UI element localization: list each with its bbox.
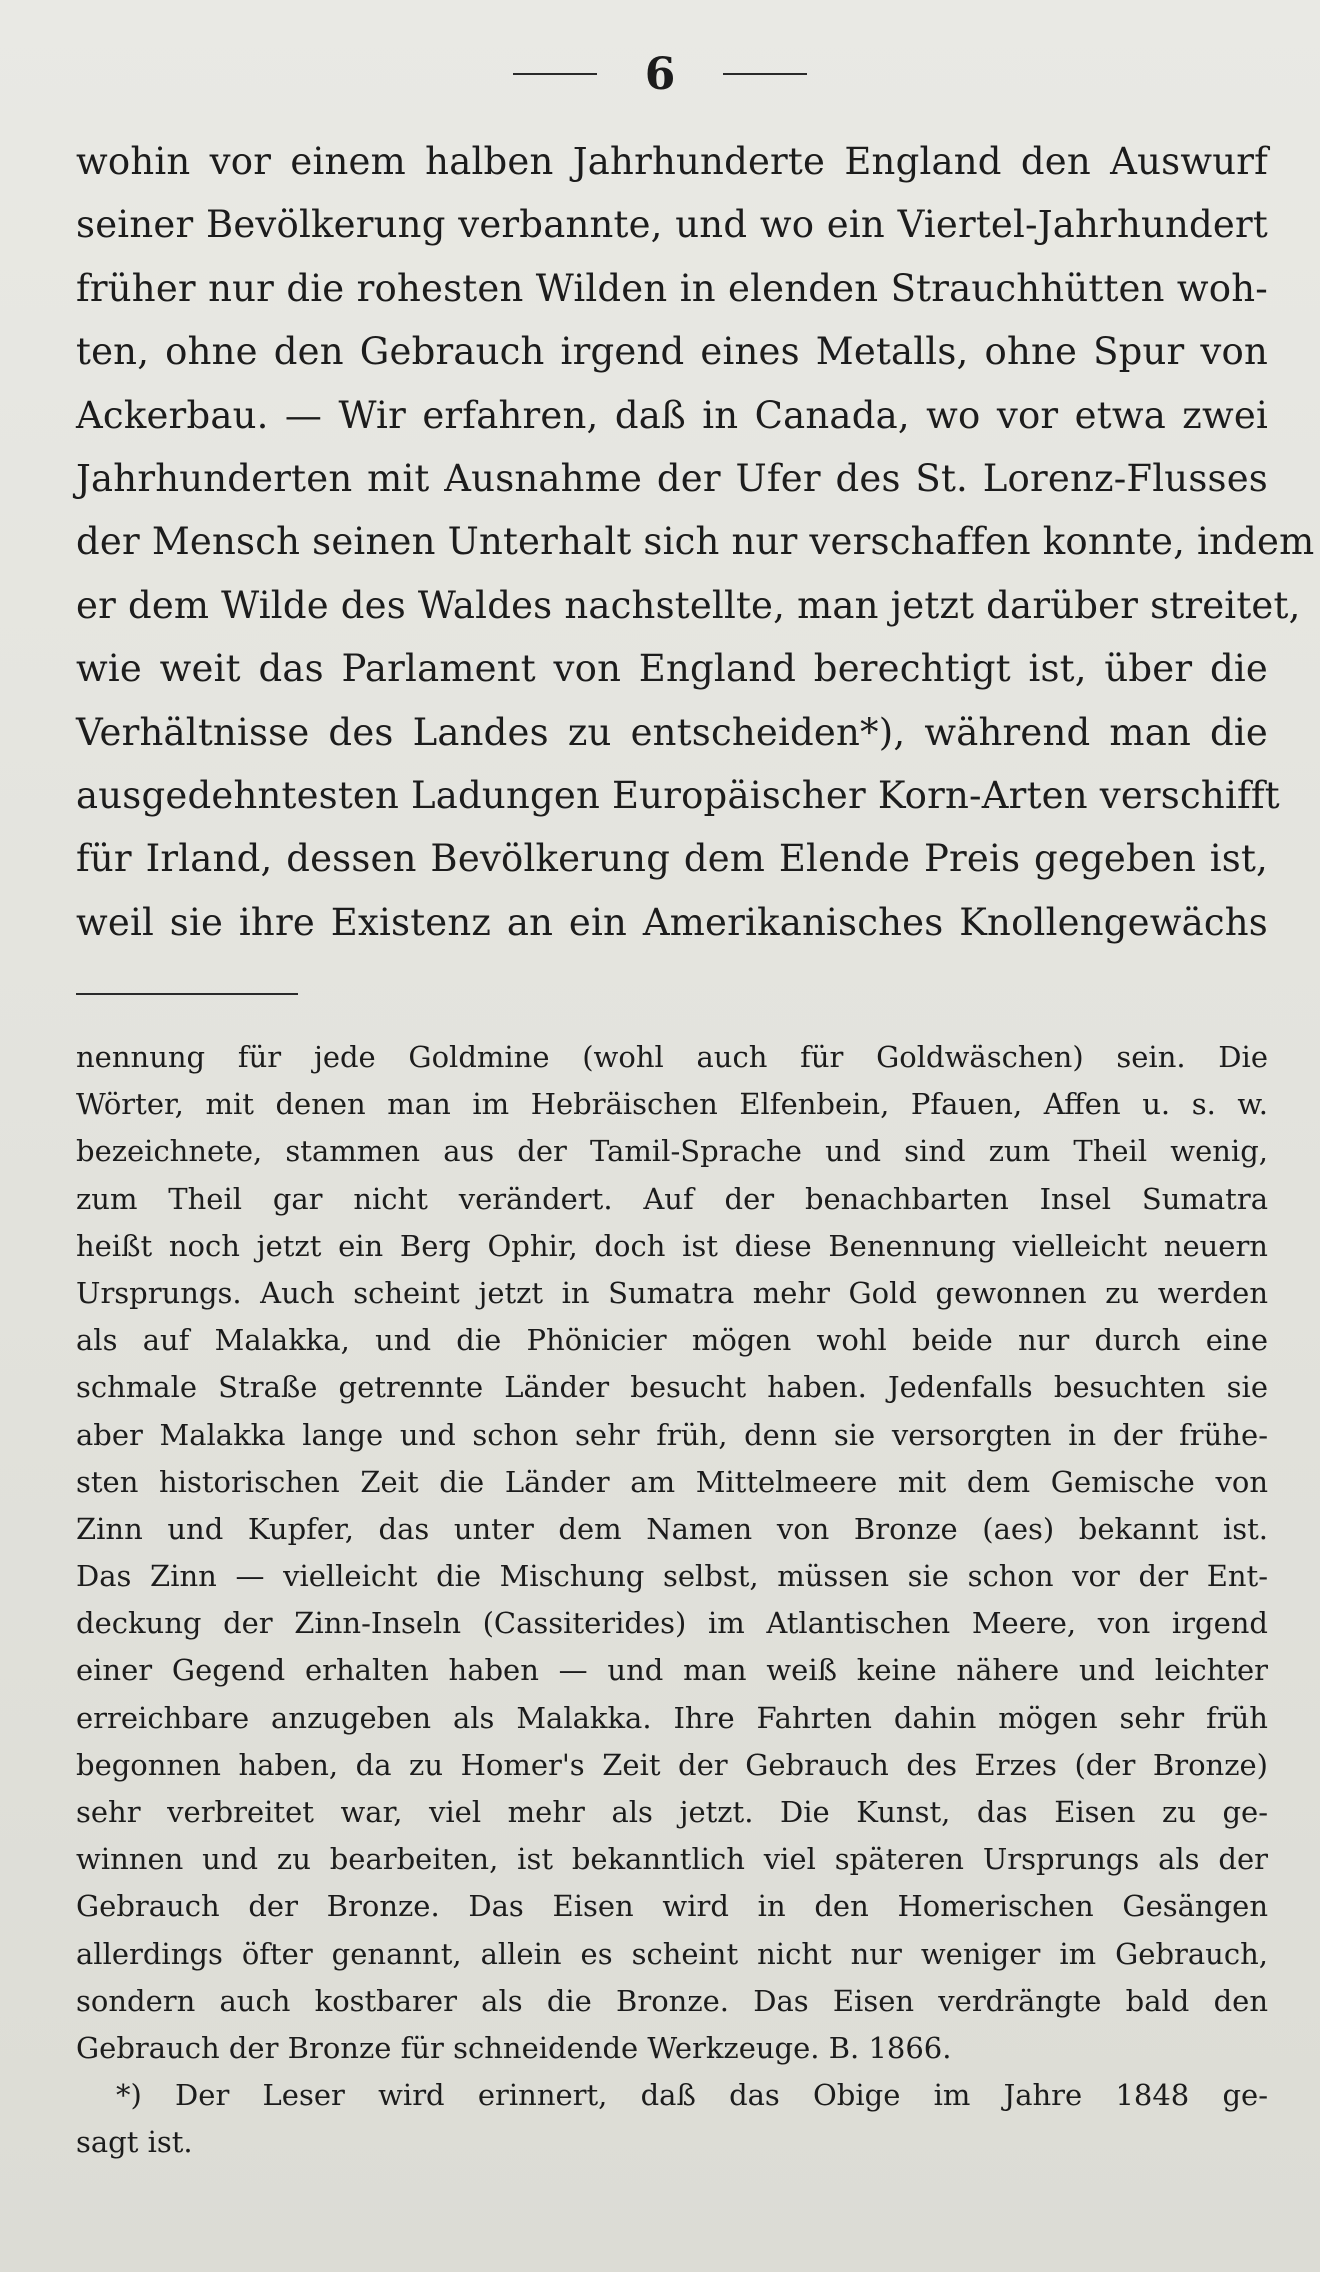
footnote-line: erreichbare anzugeben als Malakka. Ihre Fahrten dahin mögen sehr früh [76, 1700, 1268, 1735]
footnote-line: Das Zinn — vielleicht die Mischung selbst, müssen sie schon vor der Ent- [76, 1559, 1268, 1594]
footnote-asterisk-line: sagt ist. [76, 2125, 193, 2160]
page-number: 6 [644, 48, 676, 100]
footnote-line: Gebrauch der Bronze. Das Eisen wird in den Homerischen Gesängen [76, 1889, 1268, 1924]
main-text-line: er dem Wilde des Waldes nachstellte, man jetzt darüber streitet, [76, 583, 1301, 627]
footnote-line: allerdings öfter genannt, allein es scheint nicht nur weniger im Gebrauch, [76, 1936, 1268, 1971]
footnote-line: Zinn und Kupfer, das unter dem Namen von Bronze (aes) bekannt ist. [76, 1511, 1268, 1546]
page-header [0, 44, 1320, 104]
footnote-line: aber Malakka lange und schon sehr früh, denn sie versorgten in der frühe- [76, 1417, 1268, 1452]
footnote-line: Wörter, mit denen man im Hebräischen Elfenbein, Pfauen, Affen u. s. w. [76, 1087, 1268, 1122]
footnote-line: sten historischen Zeit die Länder am Mittelmeere mit dem Gemische von [76, 1464, 1268, 1499]
main-text-line: Jahrhunderten mit Ausnahme der Ufer des St. Lorenz-Flusses [76, 456, 1268, 500]
main-text-line: weil sie ihre Existenz an ein Amerikanisches Knollengewächs [76, 900, 1268, 944]
main-text-line: früher nur die rohesten Wilden in elenden Strauchhütten woh- [76, 266, 1268, 310]
main-text-line: wohin vor einem halben Jahrhunderte England den Auswurf [76, 140, 1268, 183]
footnote-line: begonnen haben, da zu Homer's Zeit der Gebrauch des Erzes (der Bronze) [76, 1747, 1268, 1782]
main-text-line: Ackerbau. — Wir erfahren, daß in Canada, wo vor etwa zwei [76, 393, 1268, 437]
footnote-line: deckung der Zinn-Inseln (Cassiterides) im Atlantischen Meere, von irgend [76, 1606, 1268, 1641]
header-rule-left [513, 73, 597, 75]
main-text-line: der Mensch seinen Unterhalt sich nur verschaffen konnte, indem [76, 520, 1315, 564]
footnote-line: schmale Straße getrennte Länder besucht haben. Jedenfalls besuchten sie [76, 1370, 1268, 1405]
footnote-line: heißt noch jetzt ein Berg Ophir, doch ist diese Benennung vielleicht neuern [76, 1228, 1268, 1263]
header-rule-right [723, 73, 807, 75]
footnote-line: als auf Malakka, und die Phönicier mögen wohl beide nur durch eine [76, 1323, 1268, 1358]
footnote-line: Ursprungs. Auch scheint jetzt in Sumatra mehr Gold gewonnen zu werden [76, 1275, 1268, 1310]
main-text-line: Verhältnisse des Landes zu entscheiden*), während man die [76, 710, 1268, 754]
main-text-line: wie weit das Parlament von England berechtigt ist, über die [76, 647, 1268, 691]
footnote-line: zum Theil gar nicht verändert. Auf der benachbarten Insel Sumatra [76, 1181, 1268, 1216]
footnotes [76, 1034, 1268, 2167]
footnote-line: sehr verbreitet war, viel mehr als jetzt. Die Kunst, das Eisen zu ge- [76, 1795, 1268, 1829]
footnote-line: nennung für jede Goldmine (wohl auch für Goldwäschen) sein. Die [76, 1040, 1268, 1074]
footnote-asterisk-line: *) Der Leser wird erinnert, daß das Obige im Jahre 1848 ge- [116, 2078, 1268, 2113]
footnote-line: einer Gegend erhalten haben — und man weiß keine nähere und leichter [76, 1653, 1268, 1688]
footnote-line: bezeichnete, stammen aus der Tamil-Sprache und sind zum Theil wenig, [76, 1134, 1268, 1169]
main-text [76, 130, 1315, 954]
footnote-line: Gebrauch der Bronze für schneidende Werkzeuge. B. 1866. [76, 2030, 952, 2065]
footnote-line: sondern auch kostbarer als die Bronze. Das Eisen verdrängte bald den [76, 1983, 1268, 2018]
footnote-line: winnen und zu bearbeiten, ist bekanntlich viel späteren Ursprungs als der [76, 1842, 1268, 1877]
main-text-line: ten, ohne den Gebrauch irgend eines Metalls, ohne Spur von [76, 330, 1268, 374]
footnote-divider [76, 993, 298, 995]
main-text-line: für Irland, dessen Bevölkerung dem Elende Preis gegeben ist, [76, 837, 1268, 881]
main-text-line: ausgedehntesten Ladungen Europäischer Korn-Arten verschifft [76, 773, 1280, 817]
main-text-line: seiner Bevölkerung verbannte, und wo ein Viertel-Jahrhundert [76, 203, 1268, 247]
